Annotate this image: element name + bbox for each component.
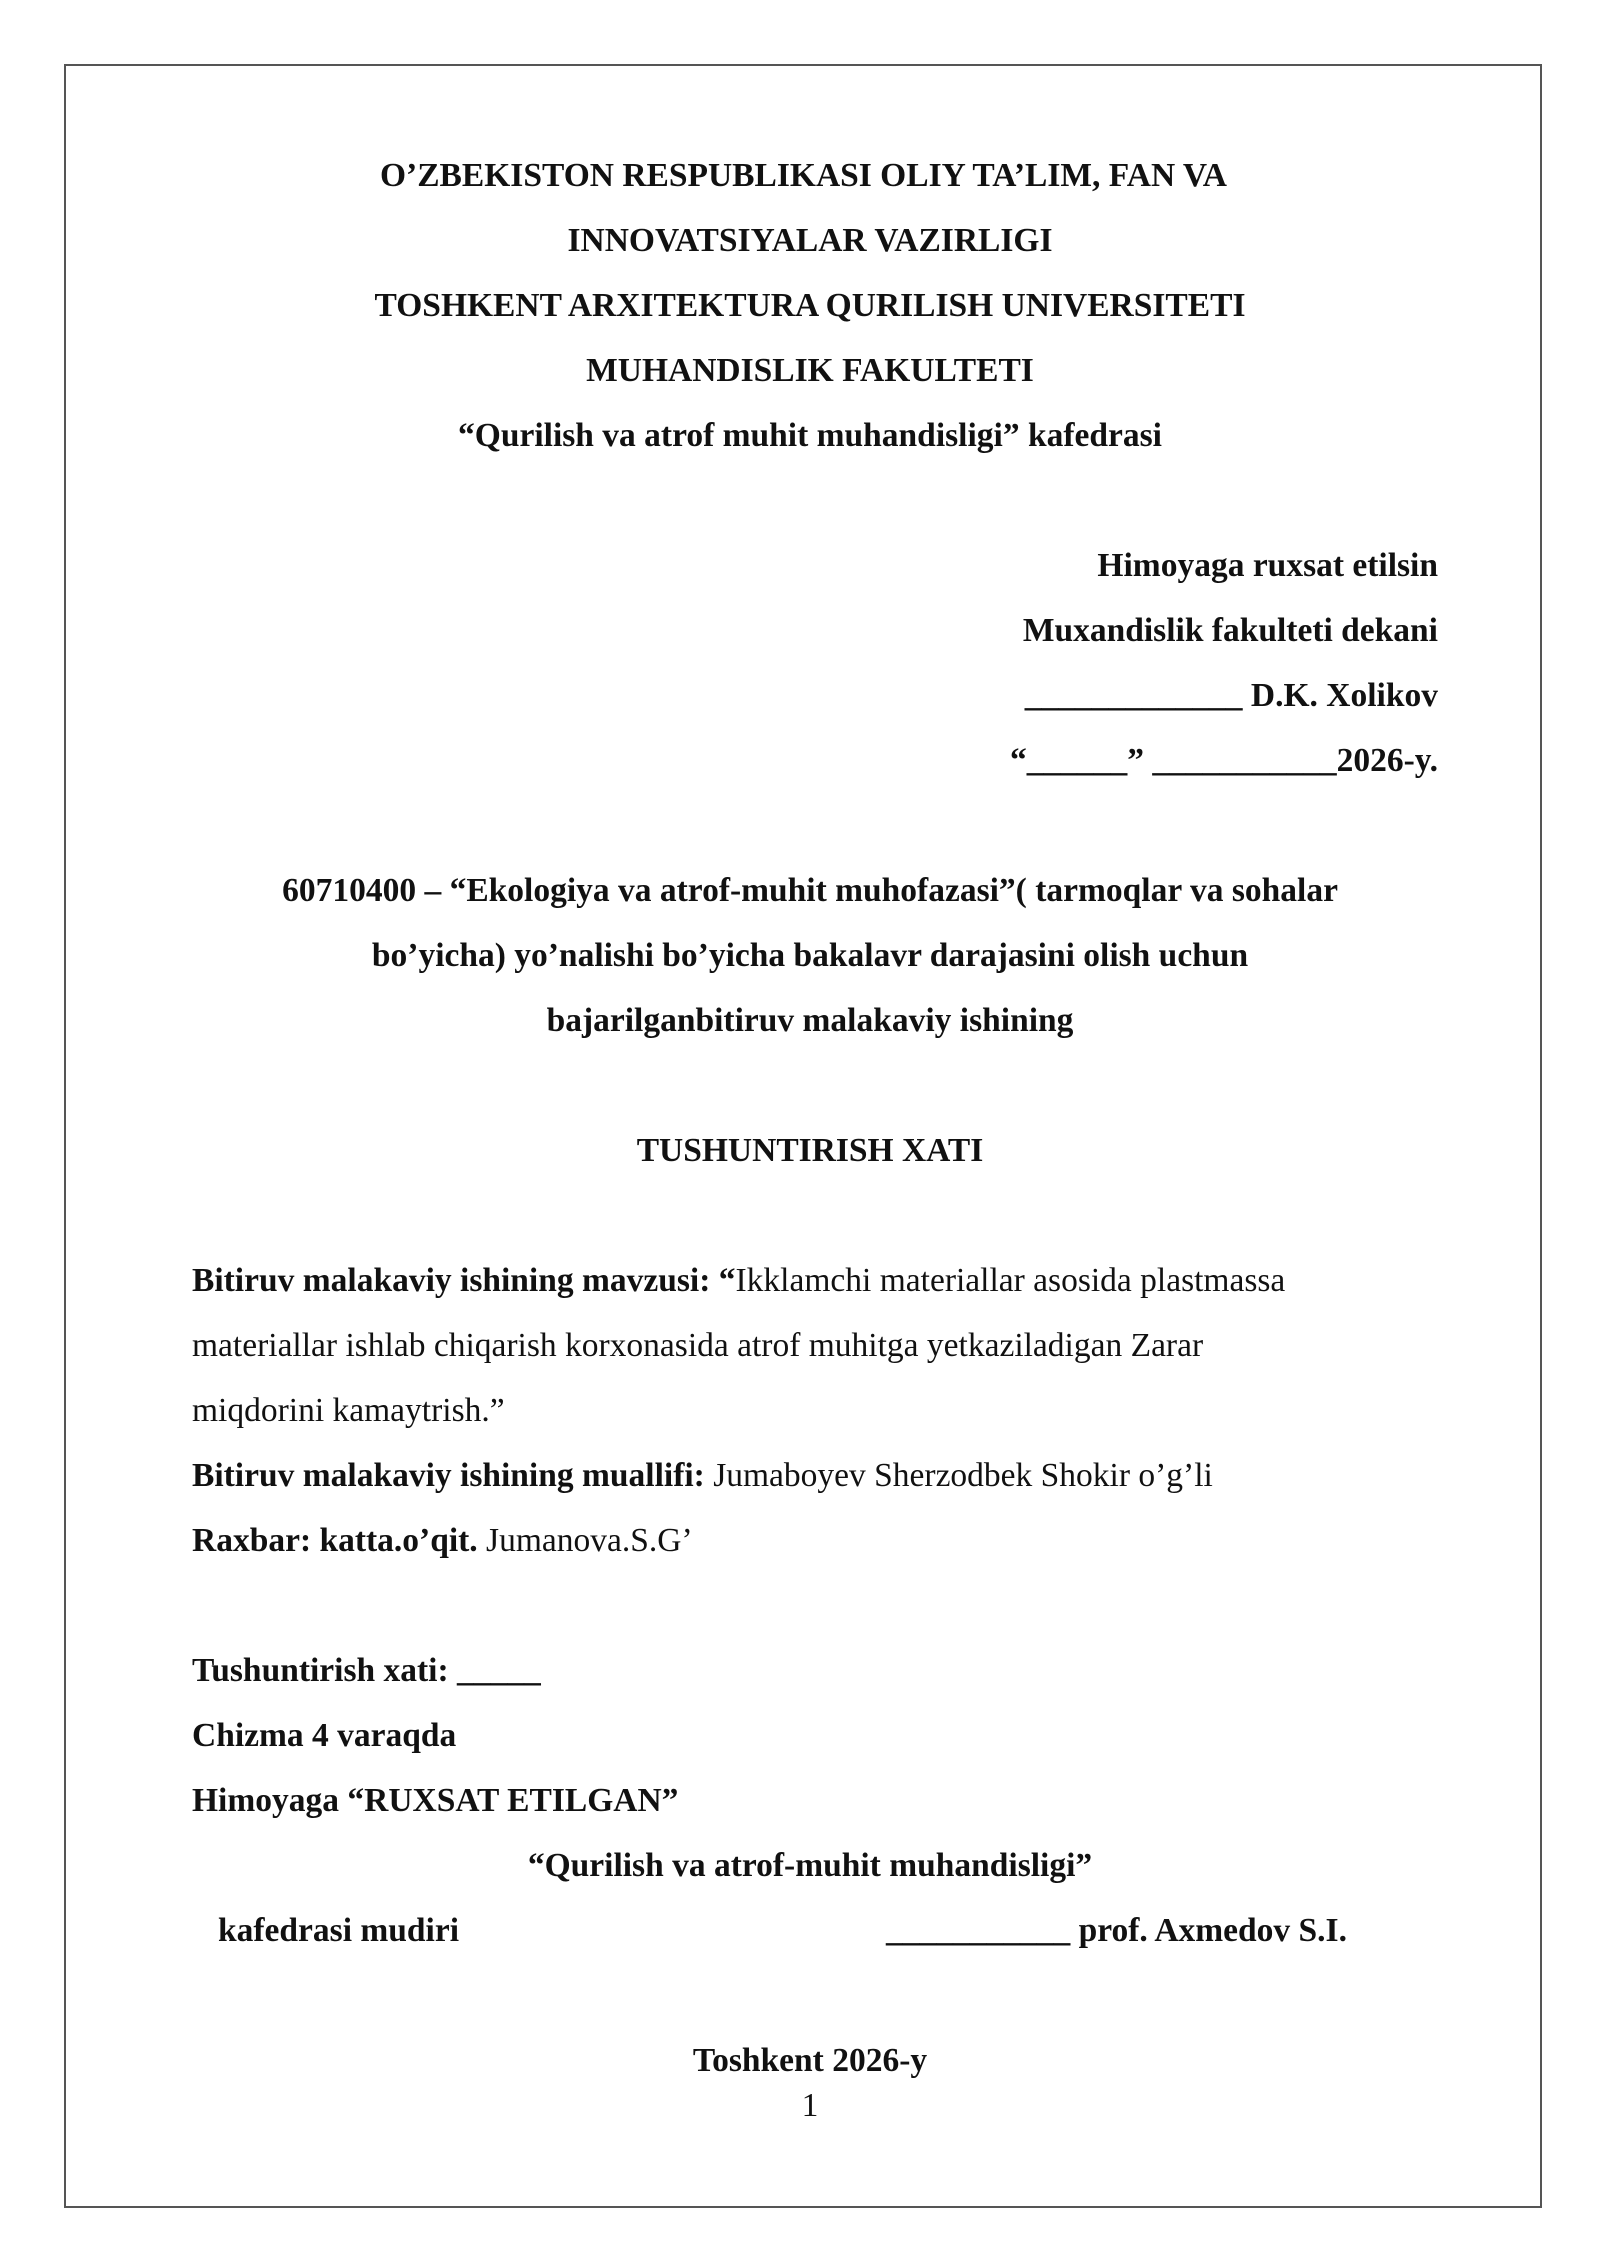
head-label: kafedrasi mudiri — [218, 1912, 460, 1949]
approval-date-line: “______” ___________2026-y. — [1009, 742, 1438, 779]
specialty-line-2: bo’yicha) yo’nalishi bo’yicha bakalavr darajasini olish uchun — [371, 937, 1249, 974]
supervisor-label: Raxbar: katta.o’qit. — [192, 1522, 478, 1559]
specialty-line-3: bajarilganbitiruv malakaviy ishining — [546, 1002, 1074, 1039]
page-number: 1 — [801, 2087, 819, 2124]
ministry-line-1: O’ZBEKISTON RESPUBLIKASI OLIY TA’LIM, FAN VA — [380, 157, 1228, 194]
author-line — [192, 1456, 1213, 1496]
topic-line-3: miqdorini kamaytrish.” — [192, 1392, 505, 1429]
approval-line-2: Muxandislik fakulteti dekani — [1022, 612, 1438, 649]
document-title: TUSHUNTIRISH XATI — [636, 1132, 984, 1169]
dean-signature-line: _____________ D.K. Xolikov — [1024, 677, 1438, 714]
department-name: “Qurilish va atrof muhit muhandisligi” kafedrasi — [458, 417, 1162, 454]
author-label: Bitiruv malakaviy ishining muallifi: — [192, 1457, 705, 1494]
specialty-line-1: 60710400 – “Ekologiya va atrof-muhit muhofazasi”( tarmoqlar va sohalar — [282, 872, 1338, 909]
ministry-line-2: INNOVATSIYALAR VAZIRLIGI — [567, 222, 1053, 259]
university-name: TOSHKENT ARXITEKTURA QURILISH UNIVERSITETI — [374, 287, 1246, 324]
topic-label: Bitiruv malakaviy ishining mavzusi: “ — [192, 1262, 736, 1299]
supervisor-line — [192, 1521, 693, 1561]
topic-line-1 — [192, 1261, 1285, 1301]
city-year: Toshkent 2026-y — [692, 2042, 928, 2079]
topic-text-1: Ikklamchi materiallar asosida plastmassa — [735, 1262, 1286, 1299]
head-signature: ___________ prof. Axmedov S.I. — [886, 1912, 1347, 1949]
faculty-name: MUHANDISLIK FAKULTETI — [586, 352, 1034, 389]
topic-line-2: materiallar ishlab chiqarish korxonasida atrof muhitga yetkaziladigan Zarar — [192, 1327, 1204, 1364]
approval-line-1: Himoyaga ruxsat etilsin — [1097, 547, 1438, 584]
note-count-line: Tushuntirish xati: _____ — [192, 1652, 541, 1689]
drawings-line: Chizma 4 varaqda — [192, 1717, 457, 1754]
supervisor-name: Jumanova.S.G’ — [477, 1522, 693, 1559]
department-quote-line: “Qurilish va atrof-muhit muhandisligi” — [527, 1847, 1093, 1884]
permit-line: Himoyaga “RUXSAT ETILGAN” — [192, 1782, 679, 1819]
author-name: Jumaboyev Sherzodbek Shokir o’g’li — [704, 1457, 1213, 1494]
